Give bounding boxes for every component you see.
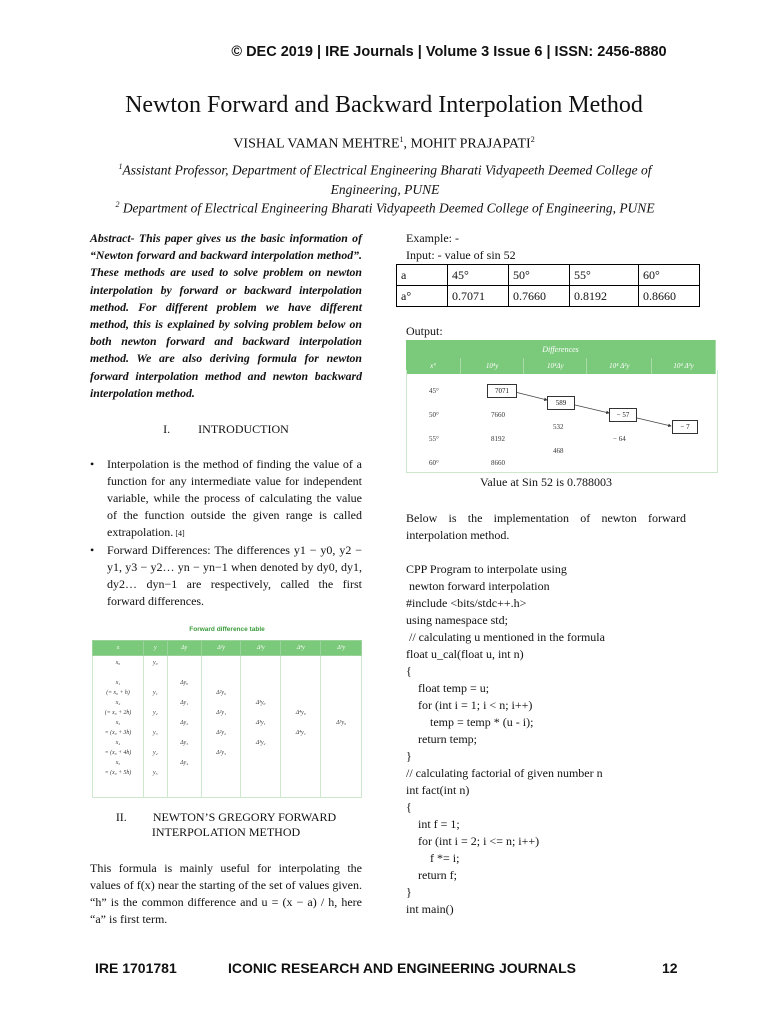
fd-cell-value (145, 678, 166, 688)
fd-cell-value (322, 678, 360, 688)
ex-cell: 45° (448, 265, 509, 286)
code-line: } (406, 749, 412, 763)
ex-cell: 0.7660 (509, 286, 570, 307)
bullet-1-cite: [4] (173, 529, 185, 539)
code-line: CPP Program to interpolate using (406, 562, 567, 576)
code-line: int main() (406, 902, 454, 916)
fd-cell-value (145, 668, 166, 678)
fd-cell-value: y₅ (153, 770, 158, 776)
left-column (90, 230, 362, 610)
author-1: VISHAL VAMAN MEHTRE (233, 136, 400, 152)
code-line: newton forward interpolation (406, 579, 550, 593)
fd-header-d2y: Δ²y (201, 641, 241, 656)
out-d2y-1: − 64 (613, 435, 626, 443)
fd-cell-value: Δ⁴y₁ (295, 730, 306, 736)
fd-cell-value (94, 668, 142, 678)
paper-title: Newton Forward and Backward Interpolation Method (125, 92, 643, 118)
fd-cell-value (169, 728, 200, 738)
out-x-3: 60° (429, 459, 439, 467)
bullet-item-1 (90, 456, 362, 542)
fd-cell-value: = (x₀ + 5h) (104, 770, 132, 776)
implementation-text: Below is the implementation of newton forward interpolation method. (406, 511, 686, 542)
section-2-heading (90, 810, 362, 825)
out-diff-header: Differences (406, 340, 716, 358)
fd-cell-value: Δy₁ (180, 700, 189, 706)
fd-cell-value: Δy₂ (180, 720, 189, 726)
fd-cell-value (322, 688, 360, 698)
fd-cell-value: Δ³y₁ (255, 720, 266, 726)
section-2-text: This formula is mainly useful for interpolating the values of f(x) near the starting of the set of values given. “h” is the common difference and u = (x − a) / h, here “a” is first term. (90, 861, 362, 926)
out-dy-0: 589 (547, 396, 575, 410)
fd-cell-value (145, 738, 166, 748)
code-line: f *= i; (406, 851, 460, 865)
affiliation-1-text: Assistant Professor, Department of Electrical Engineering Bharati Vidyapeeth Deemed College of Engineering, PUNE (122, 162, 652, 197)
code-line: // calculating factorial of given number n (406, 766, 603, 780)
section-2-title-2: INTERPOLATION METHOD (151, 825, 301, 839)
fd-cell-value (282, 698, 319, 708)
out-header-d3y: 10⁴ Δ³y (652, 358, 716, 374)
fd-header-d3y: Δ³y (241, 641, 281, 656)
arrow-line (637, 418, 671, 426)
fd-cell-value: Δ³y₀ (255, 700, 266, 706)
fd-cell-value (242, 658, 279, 668)
out-d2y-0: − 57 (609, 408, 637, 422)
output-arrows (407, 370, 717, 472)
section-2-title-1: NEWTON’S GREGORY FORWARD (152, 810, 337, 824)
bullet-2-text: Forward Differences: The differences y1 − y0, y2 − y1, y3 − y2… yn − yn−1 when denoted by dy0, dy1, dy2… dyn−1 are respectively, called the first forward differences. (107, 543, 362, 609)
fd-cell-value (145, 718, 166, 728)
code-line: using namespace std; (406, 613, 508, 627)
fd-cell-value (282, 718, 319, 728)
fd-cell-value: x₁ (115, 680, 121, 686)
example-label: Example: - (406, 231, 459, 245)
fd-cell-value (242, 688, 279, 698)
affiliation-2-text: Department of Electrical Engineering Bharati Vidyapeeth Deemed College of Engineering, PUNE (119, 200, 655, 216)
fd-col-x (93, 656, 144, 798)
code-listing (406, 561, 686, 918)
fd-cell-value (169, 688, 200, 698)
fd-header-x: x (93, 641, 144, 656)
ex-cell: 0.8660 (639, 286, 700, 307)
fd-cell-value: Δ⁴y₀ (295, 710, 306, 716)
fd-cell-value (282, 678, 319, 688)
fd-cell-value: Δ³y₂ (255, 740, 266, 746)
section-1-heading (90, 422, 362, 437)
fd-cell-value: = (x₀ + 4h) (104, 750, 132, 756)
out-header-dy: 10⁴Δy (524, 358, 587, 374)
fd-cell-value (242, 678, 279, 688)
fd-cell-value: x₅ (115, 760, 121, 766)
fd-cell-value: = (x₀ + 3h) (104, 730, 132, 736)
fd-cell-value (322, 658, 360, 668)
arrow-line (515, 392, 547, 400)
forward-difference-table (92, 640, 362, 798)
author-line (0, 135, 768, 153)
fd-col-d3y (241, 656, 281, 798)
code-line: #include <bits/stdc++.h> (406, 596, 527, 610)
fd-cell-value (203, 718, 240, 728)
abstract: Abstract- This paper gives us the basic information of “Newton forward and backward interpolation method”. These methods are used to solve problem on newton interpolation by forward or backward interpolation method. For different problem we have different method, this is explained by solving problem below on both newton forward and backward interpolation method. We are also deriving formula for newton forward interpolation method and newton backward interpolation method. (90, 231, 362, 400)
author-sep: , (403, 136, 411, 152)
fd-cell-value (145, 698, 166, 708)
affiliation-2-sup: 2 (115, 200, 120, 209)
code-line: float temp = u; (406, 681, 490, 695)
affiliation-1-sup: 1 (118, 162, 123, 171)
affiliation-2 (70, 195, 700, 218)
ex-cell: 50° (509, 265, 570, 286)
fd-cell-value: Δy₃ (180, 740, 189, 746)
output-table-header (406, 340, 716, 374)
fd-cell-value (242, 728, 279, 738)
code-line: return temp; (406, 732, 477, 746)
value-result: Value at Sin 52 is 0.788003 (480, 475, 612, 489)
out-dy-1: 532 (553, 423, 564, 431)
section-1-number: I. (163, 422, 171, 437)
author-2: MOHIT PRAJAPATI (410, 136, 531, 152)
author-2-sup: 2 (530, 135, 535, 144)
fd-cell-value (145, 758, 166, 768)
affiliation-1 (95, 157, 675, 199)
fd-cell-value: Δ²y₀ (216, 690, 226, 696)
fd-cell-value (203, 698, 240, 708)
fd-cell-value (203, 658, 240, 668)
fd-col-y (144, 656, 168, 798)
ex-cell: a (397, 265, 448, 286)
fd-cell-value: (= x₀ + h) (106, 690, 130, 696)
page-number: 12 (662, 960, 678, 976)
fd-cell-value (242, 668, 279, 678)
fd-col-d2y (201, 656, 241, 798)
fd-cell-value (203, 678, 240, 688)
fd-cell-value: Δy₀ (180, 680, 189, 686)
fd-header-d4y: Δ⁴y (281, 641, 321, 656)
fd-cell-value: Δ²y₃ (216, 750, 226, 756)
out-header-y: 10⁴y (461, 358, 524, 374)
fd-cell-value (169, 708, 200, 718)
ex-cell: a° (397, 286, 448, 307)
fd-cell-value: x₄ (115, 740, 121, 746)
code-line: } (406, 885, 412, 899)
example-input-table (396, 264, 700, 307)
bullet-item-2 (90, 542, 362, 610)
code-line: float u_cal(float u, int n) (406, 647, 524, 661)
footer-id: IRE 1701781 (95, 960, 177, 976)
out-d3y-0: − 7 (672, 420, 698, 434)
ex-cell: 60° (639, 265, 700, 286)
footer-journal: ICONIC RESEARCH AND ENGINEERING JOURNALS (228, 960, 576, 976)
fd-cell-value: x₃ (115, 720, 121, 726)
ex-cell: 55° (570, 265, 639, 286)
example-row-2 (397, 286, 700, 307)
out-header-d2y: 10⁴ Δ²y (587, 358, 652, 374)
fd-cell-value: Δ²y₁ (216, 710, 226, 716)
fd-cell-value: y₁ (153, 690, 158, 696)
out-y-3: 8660 (491, 459, 505, 467)
ex-cell: 0.7071 (448, 286, 509, 307)
section-2-number: II. (115, 810, 127, 824)
journal-header: © DEC 2019 | IRE Journals | Volume 3 Issue 6 | ISSN: 2456-8880 (231, 44, 667, 60)
fd-col-d4y (281, 656, 321, 798)
fd-cell-value: x₀ (115, 660, 121, 666)
out-y-1: 7660 (491, 411, 505, 419)
fd-cell-value (322, 708, 360, 718)
fd-cell-value: x₂ (115, 700, 121, 706)
ex-cell: 0.8192 (570, 286, 639, 307)
forward-difference-table-figure (92, 622, 362, 794)
fd-cell-value (282, 658, 319, 668)
fd-cell-value (169, 668, 200, 678)
fd-header-d5y: Δ⁵y (321, 641, 362, 656)
out-y-2: 8192 (491, 435, 505, 443)
fd-header-y: y (144, 641, 168, 656)
fd-col-dy (167, 656, 201, 798)
fd-col-d5y (321, 656, 362, 798)
code-line: { (406, 800, 412, 814)
fd-cell-value (242, 708, 279, 718)
section-2 (90, 810, 362, 928)
fd-cell-value (203, 668, 240, 678)
fd-cell-value (322, 698, 360, 708)
fd-header-dy: Δy (167, 641, 201, 656)
fd-cell-value (169, 658, 200, 668)
fd-cell-value (322, 668, 360, 678)
bullet-1-text: Interpolation is the method of finding the value of a function for any intermediate value for independent variable, while the process of calculating the value of the function outside the given range is called extrapolation. (107, 457, 362, 540)
out-x-2: 55° (429, 435, 439, 443)
arrow-line (575, 405, 609, 413)
fd-table-title: Forward difference table (189, 626, 265, 633)
output-table-body (406, 370, 718, 473)
example-row-1 (397, 265, 700, 286)
out-header-x: x° (406, 358, 461, 374)
code-line: temp = temp * (u - i); (406, 715, 534, 729)
fd-cell-value: y₀ (153, 660, 158, 666)
fd-cell-value: Δ²y₂ (216, 730, 226, 736)
fd-cell-value: y₂ (153, 710, 158, 716)
code-line: { (406, 664, 412, 678)
output-difference-table (406, 340, 716, 472)
fd-cell-value (282, 668, 319, 678)
section-1-title: INTRODUCTION (198, 422, 289, 437)
code-line: for (int i = 1; i < n; i++) (406, 698, 533, 712)
example-input: Input: - value of sin 52 (406, 248, 516, 262)
code-line: return f; (406, 868, 457, 882)
fd-cell-value: y₃ (153, 730, 158, 736)
code-line: int fact(int n) (406, 783, 470, 797)
fd-cell-value: (= x₀ + 2h) (104, 710, 132, 716)
fd-cell-value (203, 738, 240, 748)
code-line: for (int i = 2; i <= n; i++) (406, 834, 540, 848)
code-line: int f = 1; (406, 817, 460, 831)
fd-cell-value (282, 688, 319, 698)
out-x-0: 45° (429, 387, 439, 395)
fd-cell-value: Δy₄ (180, 760, 189, 766)
intro-bullets (90, 456, 362, 610)
out-x-1: 50° (429, 411, 439, 419)
fd-cell-value: y₄ (153, 750, 158, 756)
code-line: // calculating u mentioned in the formula (406, 630, 605, 644)
author-1-sup: 1 (399, 135, 404, 144)
out-dy-2: 468 (553, 447, 564, 455)
output-label: Output: (406, 324, 443, 338)
out-y-0: 7071 (487, 384, 517, 398)
fd-cell-value (169, 748, 200, 758)
fd-cell-value: Δ⁵y₀ (336, 720, 347, 726)
